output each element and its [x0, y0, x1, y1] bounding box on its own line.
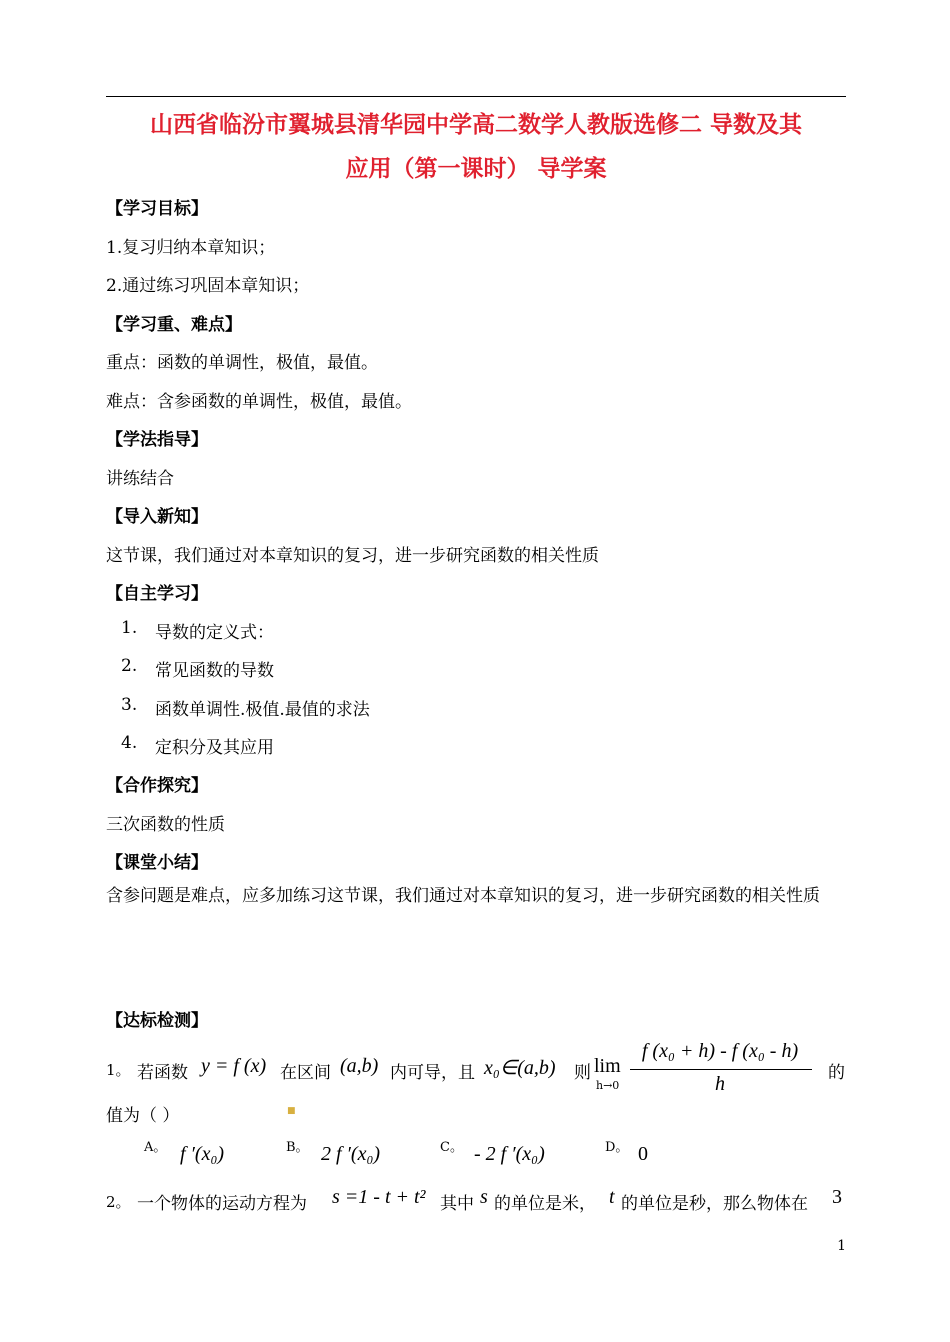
q2-expr: s =1 - t + t² [332, 1186, 426, 1208]
summary-text: 含参问题是难点，应多加练习这节课，我们通过对本章知识的复习，进一步研究函数的相关性质 [106, 886, 820, 906]
goal-item-2: 2.通过练习巩固本章知识； [106, 276, 310, 296]
q1-lim: lim [594, 1055, 621, 1077]
q1-option-a-value: f ′(x₀) [180, 1143, 225, 1165]
q2-text-b: 其中 [440, 1194, 474, 1214]
page-number: 1 [837, 1238, 846, 1254]
q2-text-d: 的单位是秒，那么物体在 [621, 1194, 808, 1214]
method-heading: 【学法指导】 [106, 430, 208, 450]
self-study-num-2: 2. [121, 656, 138, 676]
explore-text: 三次函数的性质 [106, 815, 225, 835]
q1-option-c-label: C。 [440, 1140, 463, 1155]
q1-text-a: 若函数 [137, 1063, 188, 1083]
title-line-1: 山西省临汾市翼城县清华园中学高二数学人教版选修二 导数及其 [149, 112, 802, 138]
method-text: 讲练结合 [106, 469, 174, 489]
intro-text: 这节课，我们通过对本章知识的复习，进一步研究函数的相关性质 [106, 546, 599, 566]
q1-number: 1。 [106, 1061, 131, 1079]
q1-expr-b: (a,b) [340, 1055, 379, 1077]
q1-numerator: f (x₀ + h) - f (x₀ - h) [641, 1040, 799, 1062]
q2-text-c: 的单位是米， [494, 1194, 596, 1214]
self-study-num-1: 1. [121, 618, 138, 638]
self-study-item-3: 函数单调性.极值.最值的求法 [155, 700, 370, 720]
stray-dot: ■ [287, 1106, 296, 1116]
intro-heading: 【导入新知】 [106, 507, 208, 527]
self-study-num-4: 4. [121, 733, 138, 753]
test-heading: 【达标检测】 [106, 1011, 208, 1031]
q1-text-c: 内可导，且 [390, 1063, 475, 1083]
q1-text-d: 则 [574, 1063, 591, 1083]
q1-option-b-label: B。 [286, 1140, 309, 1155]
self-study-item-1: 导数的定义式： [155, 623, 274, 643]
q1-text-e: 的 [828, 1063, 845, 1083]
self-study-item-4: 定积分及其应用 [155, 738, 274, 758]
title-line-2: 应用（第一课时） 导学案 [345, 156, 607, 182]
self-study-heading: 【自主学习】 [106, 584, 208, 604]
q2-tail: 3 [832, 1186, 842, 1208]
q2-s: s [480, 1186, 488, 1208]
keypoint-item-2: 难点：含参函数的单调性，极值，最值。 [106, 392, 412, 412]
q1-fraction-bar [630, 1069, 812, 1070]
keypoints-heading: 【学习重、难点】 [106, 315, 242, 335]
q1-option-d-value: 0 [638, 1143, 648, 1165]
self-study-item-2: 常见函数的导数 [155, 661, 274, 681]
q1-expr-a: y = f (x) [201, 1055, 267, 1077]
q1-denominator: h [715, 1073, 725, 1095]
explore-heading: 【合作探究】 [106, 776, 208, 796]
summary-heading: 【课堂小结】 [106, 853, 208, 873]
q1-lim-sub: h→0 [596, 1079, 620, 1092]
q1-option-d-label: D。 [605, 1140, 629, 1155]
q2-number: 2。 [106, 1193, 131, 1211]
self-study-num-3: 3. [121, 695, 138, 715]
q1-option-a-label: A。 [144, 1140, 167, 1155]
header-rule [106, 96, 846, 97]
q1-option-c-value: - 2 f ′(x₀) [474, 1143, 545, 1165]
q2-t: t [609, 1186, 615, 1208]
document-title [106, 103, 846, 191]
q1-text-b: 在区间 [280, 1063, 331, 1083]
q1-text-f: 值为（ ） [106, 1106, 180, 1126]
goal-item-1: 1.复习归纳本章知识； [106, 238, 276, 258]
q1-expr-c: x₀∈(a,b) [484, 1057, 556, 1079]
q1-option-b-value: 2 f ′(x₀) [321, 1143, 381, 1165]
q2-text-a: 一个物体的运动方程为 [137, 1194, 307, 1214]
goals-heading: 【学习目标】 [106, 199, 208, 219]
keypoint-item-1: 重点：函数的单调性，极值，最值。 [106, 353, 378, 373]
